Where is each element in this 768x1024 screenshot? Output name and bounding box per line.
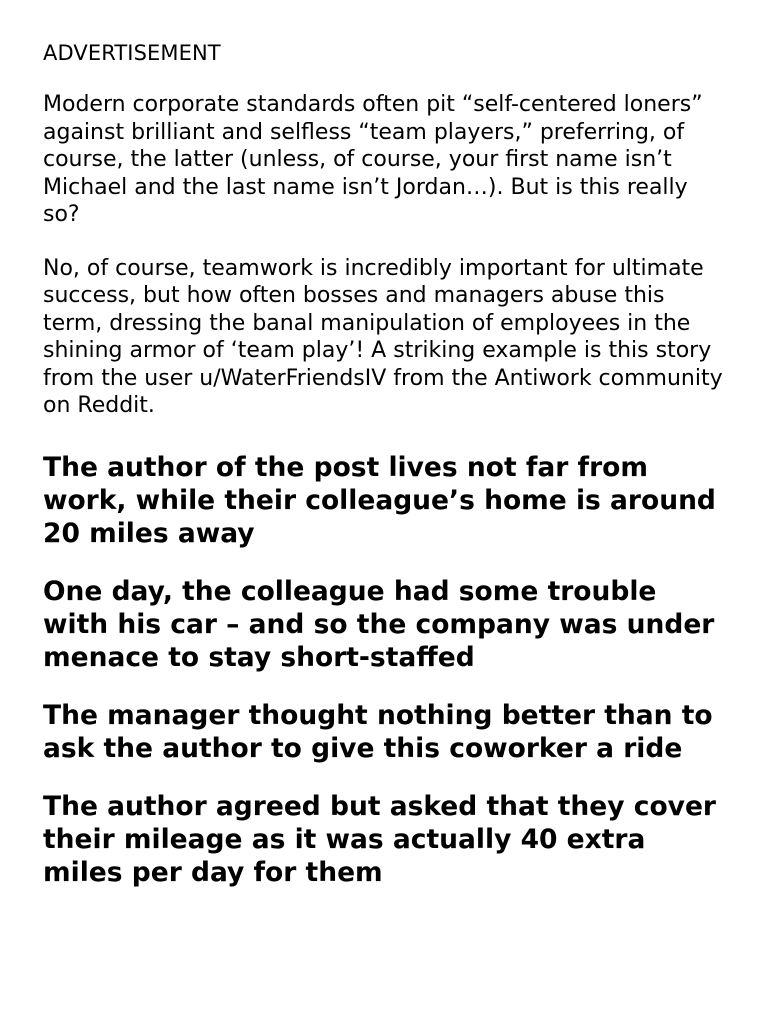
advertisement-label: ADVERTISEMENT	[43, 41, 221, 65]
section-heading-mileage: The author agreed but asked that they cover their mileage as it was actually 40 extra miles per day for them	[43, 790, 716, 888]
section-heading-car-trouble: One day, the colleague had some trouble with his car – and so the company was under menace to stay short-staffed	[43, 575, 715, 673]
intro-paragraph: Modern corporate standards often pit “self-centered loners” against brilliant and selfless “team players,” preferring, of course, the latter (unless, of course, your first name isn’t Michael and the last name isn’t Jordan…). But is this really so?	[43, 92, 703, 227]
teamwork-paragraph: No, of course, teamwork is incredibly important for ultimate success, but how often bosses and managers abuse this term, dressing the banal manipulation of employees in the shining armor of ‘team play’! A striking example is this story from the user u/WaterFriendsIV from the Antiwork community on Reddit.	[43, 255, 723, 418]
section-heading-commute: The author of the post lives not far from work, while their colleague’s home is around 20 miles away	[43, 451, 716, 549]
section-heading-manager-request: The manager thought nothing better than to ask the author to give this coworker a ride	[43, 699, 713, 764]
